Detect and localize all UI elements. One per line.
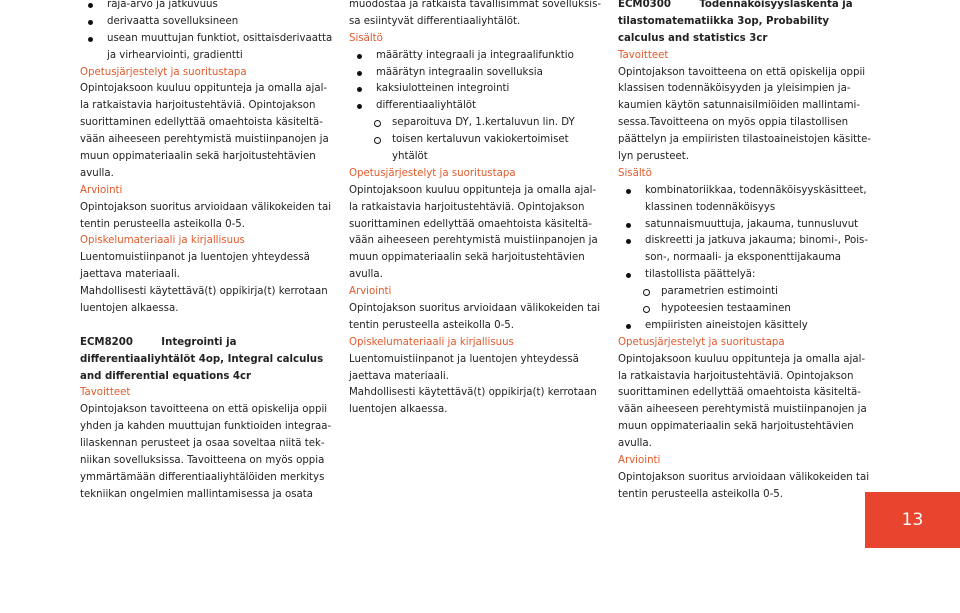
body-text-line: ymmärtämään differentiaaliyhtälöiden merkitys (80, 471, 325, 483)
right-column (618, 0, 872, 504)
spacer (80, 318, 345, 335)
bullet-item-continuation: son-, normaali- ja eksponenttijakauma (645, 252, 841, 264)
body-text-line: la ratkaistavia harjoitustehtäviä. Opintojakson (349, 201, 585, 213)
body-text-line: luentojen alkaessa. (80, 303, 179, 315)
section-heading: Tavoitteet (80, 387, 131, 399)
bullet-item: diskreetti ja jatkuva jakauma; binomi-, Pois- (618, 233, 858, 250)
body-text-line: la ratkaistavia harjoitustehtäviä. Opintojakson (618, 370, 854, 382)
body-text-line: Opintojakson suoritus arvioidaan välikokeiden tai (618, 471, 870, 483)
bullet-item: empiiristen aineistojen käsittely (618, 318, 858, 335)
body-text-line: avulla. (80, 167, 114, 179)
bullet-item: differentiaaliyhtälöt (349, 98, 614, 115)
bullet-item: raja-arvo ja jatkuvuus (80, 0, 345, 14)
body-text-line: klassisen todennäköisyyden ja yleisimpien ja- (618, 83, 851, 95)
bullet-item: satunnaismuuttuja, jakauma, tunnusluvut (618, 217, 858, 234)
body-text-line: avulla. (349, 269, 383, 281)
body-text-line: vään aiheeseen perehtymistä muistiinpanojen ja (80, 134, 329, 146)
section-heading: Arviointi (80, 184, 123, 196)
body-text-line: Luentomuistiinpanot ja luentojen yhteydessä (349, 353, 579, 365)
sub-bullet-item: hypoteesien testaaminen (618, 301, 858, 318)
section-heading: Opetusjärjestelyt ja suoritustapa (618, 336, 785, 348)
body-text-line: muun oppimateriaalin sekä harjoitustehtävien (618, 421, 854, 433)
body-text-line: lyn perusteet. (618, 151, 690, 163)
course-title-line: differentiaaliyhtälöt 4op, Integral calculus (80, 353, 324, 365)
course-title-line: ECM0300 Todennäköisyyslaskenta ja (618, 0, 853, 10)
body-text-line: Opintojakson suoritus arvioidaan välikokeiden tai (80, 201, 332, 213)
body-text-line: päättelyn ja empiiristen tilastoaineistojen käsitte- (618, 134, 872, 146)
body-text-line: niikan sovelluksissa. Tavoitteena on myös oppia (80, 455, 325, 467)
body-text-line: sa esiintyvät differentiaaliyhtälöt. (349, 15, 521, 27)
body-text-line: avulla. (618, 438, 652, 450)
body-text-line: sessa.Tavoitteena on myös oppia tilastollisen (618, 117, 849, 129)
bullet-item: usean muuttujan funktiot, osittaisderivaatta (80, 31, 345, 48)
bullet-item-continuation: ja virhearviointi, gradientti (107, 49, 243, 61)
body-text-line: Mahdollisesti käytettävä(t) oppikirja(t) kerrotaan (80, 286, 328, 298)
body-text-line: luentojen alkaessa. (349, 404, 448, 416)
sub-bullet-item: toisen kertaluvun vakiokertoimiset (349, 132, 614, 149)
body-text-line: Opintojakson tavoitteena on että opiskelija oppii (80, 404, 328, 416)
section-heading: Opiskelumateriaali ja kirjallisuus (349, 336, 514, 348)
sub-bullet-item: parametrien estimointi (618, 284, 858, 301)
section-heading: Opetusjärjestelyt ja suoritustapa (80, 66, 247, 78)
section-heading: Arviointi (618, 455, 661, 467)
body-text-line: jaettava materiaali. (80, 269, 180, 281)
sub-bullet-continuation: yhtälöt (392, 151, 428, 163)
body-text-line: tentin perusteella asteikolla 0-5. (618, 488, 784, 500)
body-text-line: la ratkaistavia harjoitustehtäviä. Opintojakson (80, 100, 316, 112)
body-text-line: Mahdollisesti käytettävä(t) oppikirja(t) kerrotaan (349, 387, 597, 399)
body-text-line: lilaskennan perusteet ja osaa soveltaa niitä tek- (80, 438, 325, 450)
body-text-line: suorittaminen edellyttää omaehtoista käsiteltä- (349, 218, 592, 230)
body-text-line: vään aiheeseen perehtymistä muistiinpanojen ja (618, 404, 867, 416)
course-title-line: ECM8200 Integrointi ja (80, 336, 237, 348)
section-heading: Tavoitteet (618, 49, 669, 61)
body-text-line: Opintojaksoon kuuluu oppitunteja ja omalla ajal- (618, 353, 866, 365)
course-title-line: and differential equations 4cr (80, 370, 252, 382)
body-text-line: kaumien käytön satunnaisilmiöiden mallintami- (618, 100, 861, 112)
bullet-item: määrätyn integraalin sovelluksia (349, 65, 614, 82)
bullet-item-continuation: klassinen todennäköisyys (645, 201, 776, 213)
body-text-line: muun oppimateriaalin sekä harjoitustehtävien (349, 252, 585, 264)
page-number: 13 (865, 492, 960, 548)
section-heading: Sisältö (349, 32, 383, 44)
left-column (80, 0, 345, 504)
body-text-line: suorittaminen edellyttää omaehtoista käsiteltä- (80, 117, 323, 129)
body-text-line: yhden ja kahden muuttujan funktioiden integraa- (80, 421, 332, 433)
course-title-line: tilastomatematiikka 3op, Probability (618, 15, 829, 27)
body-text-line: Opintojakson suoritus arvioidaan välikokeiden tai (349, 303, 601, 315)
body-text-line: muun oppimateriaalin sekä harjoitustehtävien (80, 151, 316, 163)
body-text-line: muodostaa ja ratkaista tavallisimmat sovelluksis- (349, 0, 602, 10)
body-text-line: suorittaminen edellyttää omaehtoista käsiteltä- (618, 387, 861, 399)
body-text-line: tentin perusteella asteikolla 0-5. (80, 218, 246, 230)
bullet-item: derivaatta sovelluksineen (80, 14, 345, 31)
body-text-line: Opintojaksoon kuuluu oppitunteja ja omalla ajal- (349, 184, 597, 196)
middle-column (349, 0, 614, 419)
course-title-line: calculus and statistics 3cr (618, 32, 768, 44)
section-heading: Sisältö (618, 167, 652, 179)
body-text-line: Luentomuistiinpanot ja luentojen yhteydessä (80, 252, 310, 264)
bullet-item: tilastollista päättelyä: (618, 267, 858, 284)
body-text-line: vään aiheeseen perehtymistä muistiinpanojen ja (349, 235, 598, 247)
bullet-item: kaksiulotteinen integrointi (349, 81, 614, 98)
section-heading: Opiskelumateriaali ja kirjallisuus (80, 235, 245, 247)
body-text-line: Opintojaksoon kuuluu oppitunteja ja omalla ajal- (80, 83, 328, 95)
section-heading: Opetusjärjestelyt ja suoritustapa (349, 167, 516, 179)
bullet-item: kombinatoriikkaa, todennäköisyyskäsitteet, (618, 183, 858, 200)
body-text-line: Opintojakson tavoitteena on että opiskelija oppii (618, 66, 866, 78)
body-text-line: tentin perusteella asteikolla 0-5. (349, 319, 515, 331)
sub-bullet-item: separoituva DY, 1.kertaluvun lin. DY (349, 115, 614, 132)
section-heading: Arviointi (349, 286, 392, 298)
body-text-line: jaettava materiaali. (349, 370, 449, 382)
body-text-line: tekniikan ongelmien mallintamisessa ja osata (80, 488, 314, 500)
bullet-item: määrätty integraali ja integraalifunktio (349, 48, 614, 65)
